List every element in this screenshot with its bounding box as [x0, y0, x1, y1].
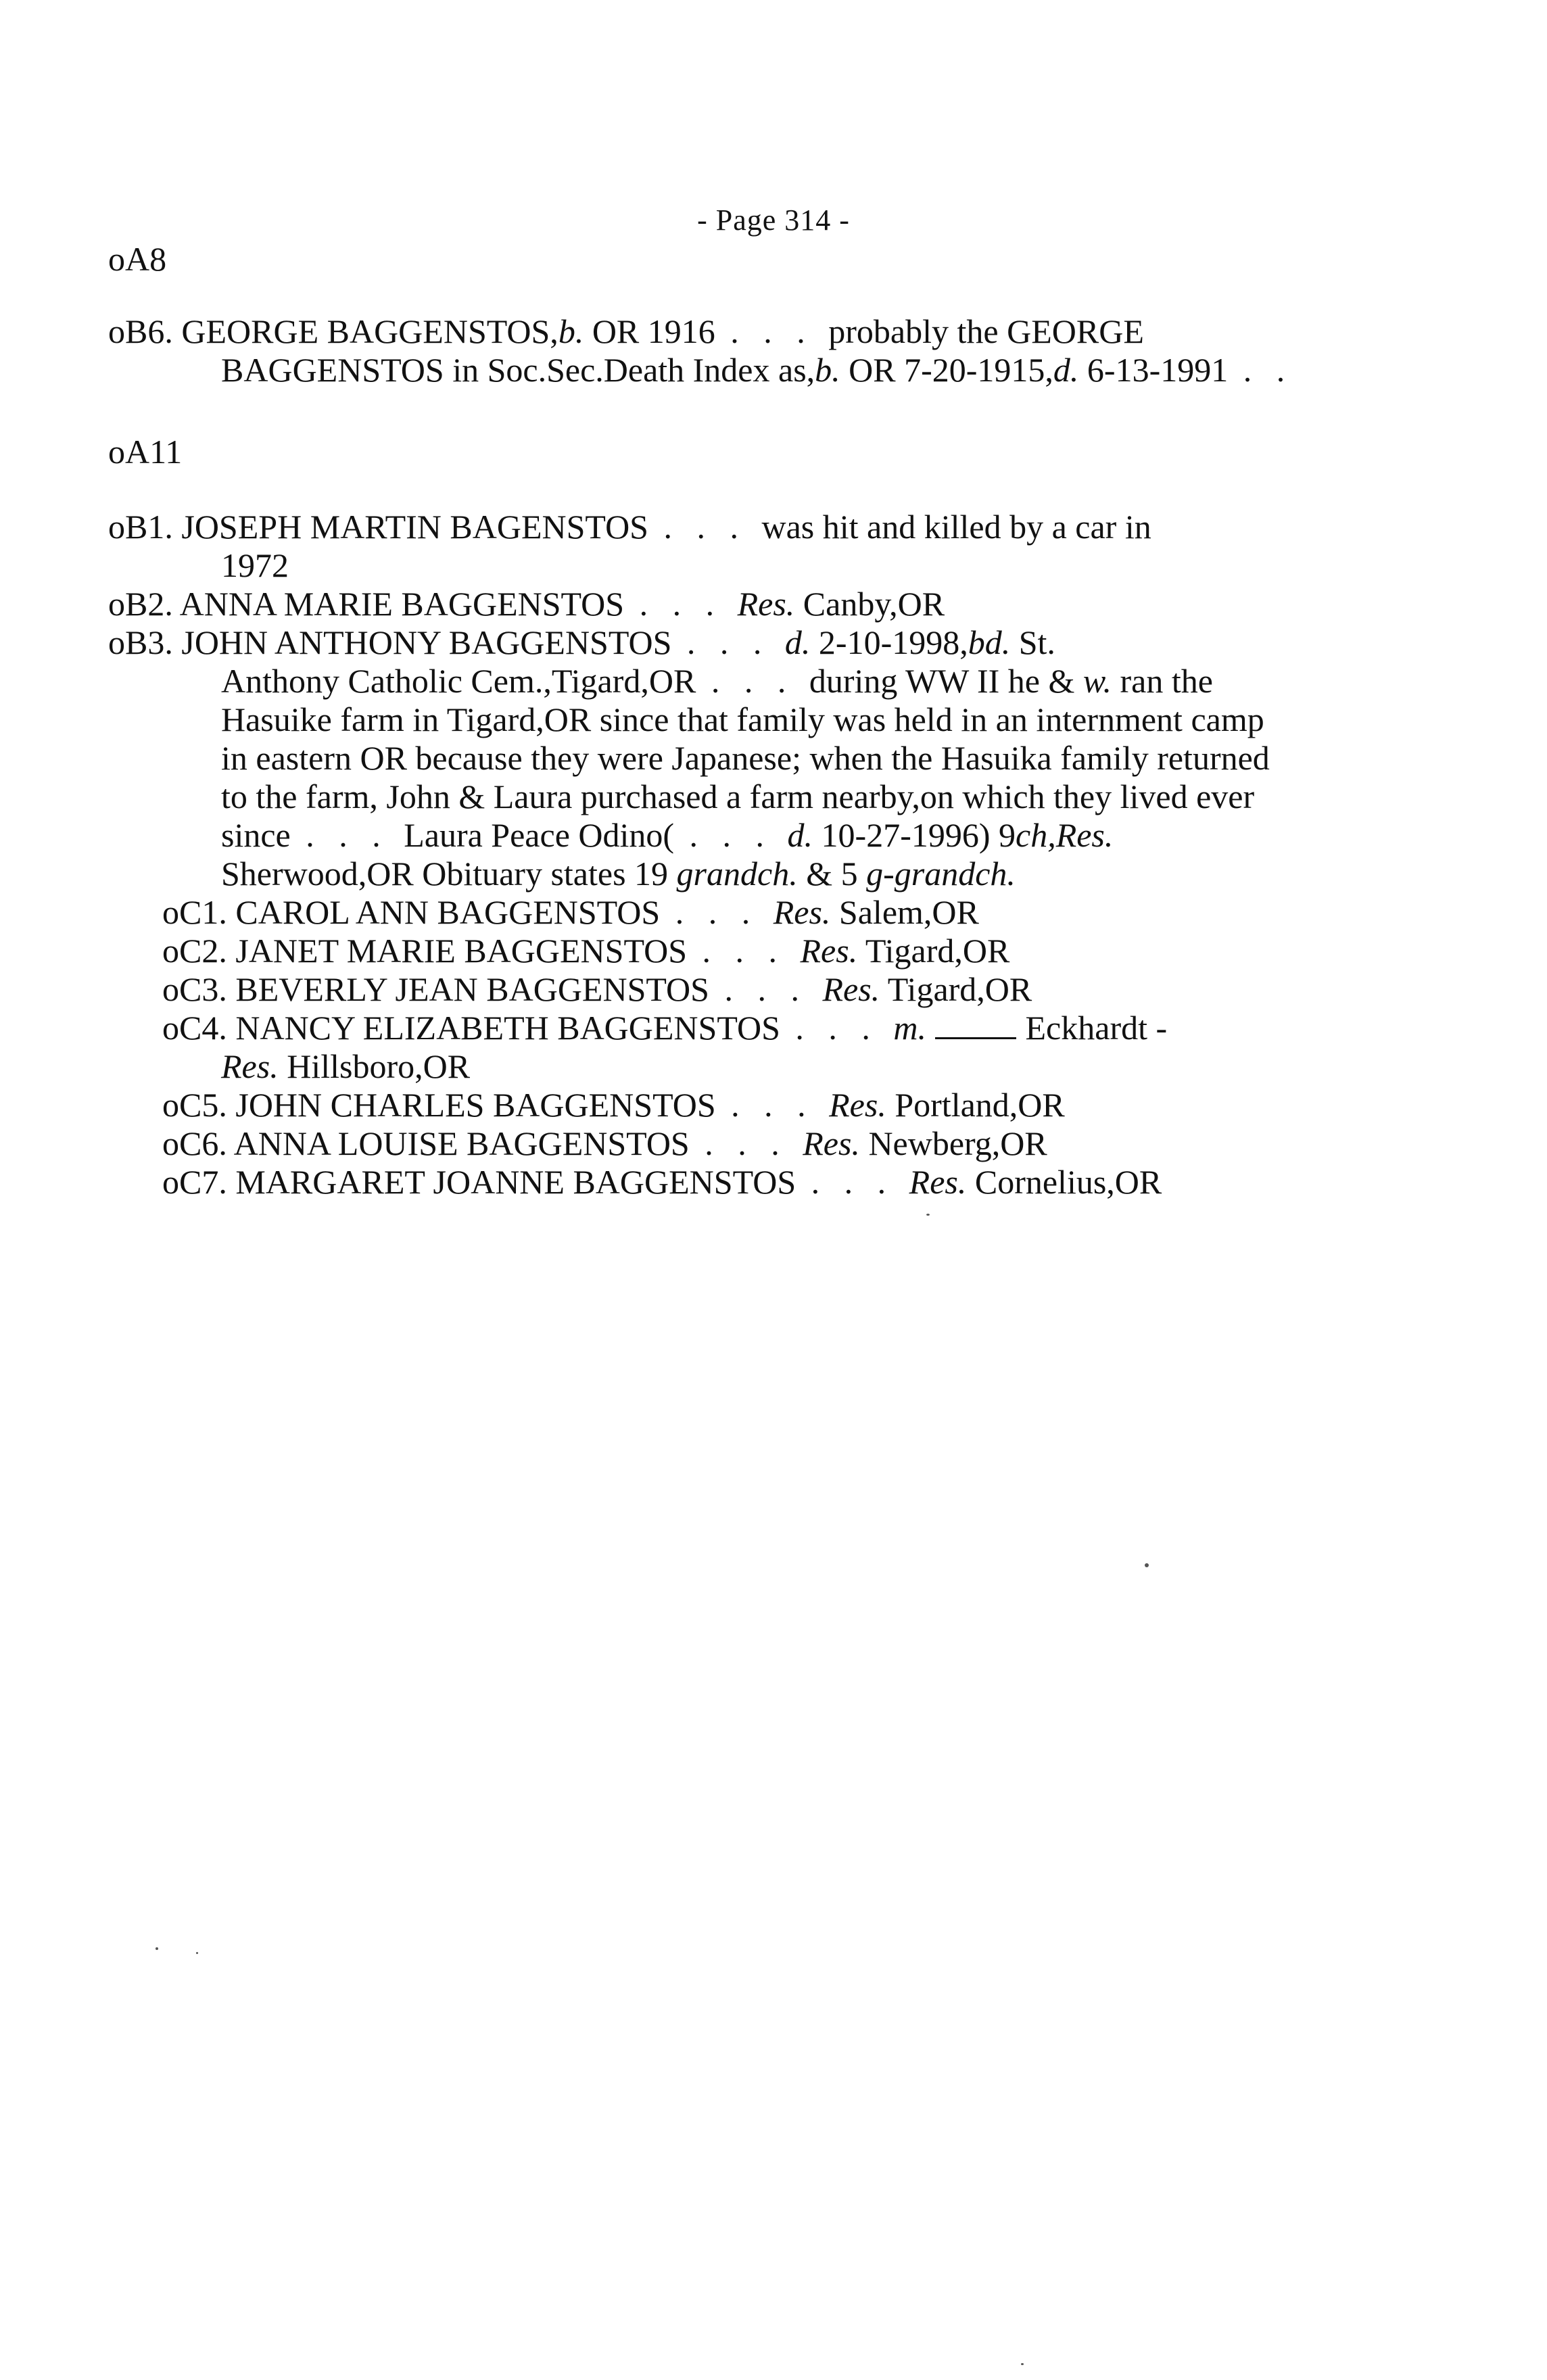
- entry-ob1-line2: 1972: [221, 546, 289, 584]
- entry-ob3-line1: oB3. JOHN ANTHONY BAGGENSTOS . . . d. 2-10-1998,bd. St.: [108, 623, 1055, 661]
- entry-name: ANNA LOUISE BAGGENSTOS: [233, 1124, 690, 1162]
- blank-line: [935, 1012, 1016, 1039]
- entry-ob6-line1: oB6. GEORGE BAGGENSTOS,b. OR 1916 . . . probably the GEORGE: [108, 312, 1144, 350]
- entry-name: ANNA MARIE BAGGENSTOS: [179, 585, 625, 623]
- child-entry-oc7: oC7. MARGARET JOANNE BAGGENSTOS . . . Res. Cornelius,OR: [162, 1163, 1162, 1201]
- entry-ob3-line7: Sherwood,OR Obituary states 19 grandch. & 5 g-grandch.: [221, 855, 1016, 892]
- child-entry-oc4-line2: Res. Hillsboro,OR: [221, 1047, 471, 1085]
- child-entry-oc2: oC2. JANET MARIE BAGGENSTOS . . . Res. Tigard,OR: [162, 932, 1010, 970]
- child-entry-oc1: oC1. CAROL ANN BAGGENSTOS . . . Res. Salem,OR: [162, 893, 979, 931]
- entry-ob3-line2: Anthony Catholic Cem.,Tigard,OR . . . during WW II he & w. ran the: [221, 662, 1213, 700]
- entry-ob3-line5: to the farm, John & Laura purchased a farm nearby,on which they lived ever: [221, 778, 1255, 815]
- child-entry-oc6: oC6. ANNA LOUISE BAGGENSTOS . . . Res. Newberg,OR: [162, 1124, 1047, 1162]
- entry-name: NANCY ELIZABETH BAGGENSTOS: [235, 1009, 780, 1047]
- entry-name: JOHN CHARLES BAGGENSTOS: [235, 1086, 716, 1124]
- entry-id: oB6.: [108, 312, 173, 350]
- entry-name: BEVERLY JEAN BAGGENSTOS: [235, 970, 709, 1008]
- page-number: - Page 314 -: [697, 204, 850, 237]
- entry-ob2: oB2. ANNA MARIE BAGGENSTOS . . . Res. Canby,OR: [108, 585, 945, 623]
- child-entry-oc3: oC3. BEVERLY JEAN BAGGENSTOS . . . Res. Tigard,OR: [162, 970, 1032, 1008]
- entry-ob3-line3: Hasuike farm in Tigard,OR since that family was held in an internment camp: [221, 700, 1264, 738]
- section-marker-oa11: oA11: [108, 433, 183, 471]
- entry-name: CAROL ANN BAGGENSTOS: [235, 893, 661, 931]
- entry-name: JANET MARIE BAGGENSTOS: [235, 932, 688, 970]
- entry-ob3-line4: in eastern OR because they were Japanese; when the Hasuika family returned: [221, 739, 1270, 777]
- entry-ob3-line6: since . . . Laura Peace Odino( . . . d. 10-27-1996) 9ch,Res.: [221, 816, 1114, 854]
- entry-ob6-line2: BAGGENSTOS in Soc.Sec.Death Index as,b. OR 7-20-1915,d. 6-13-1991 . .: [221, 351, 1293, 389]
- entry-name: MARGARET JOANNE BAGGENSTOS: [235, 1163, 796, 1201]
- entry-name: JOHN ANTHONY BAGGENSTOS: [181, 623, 672, 661]
- entry-name: GEORGE BAGGENSTOS,: [181, 312, 558, 350]
- entry-name: JOSEPH MARTIN BAGENSTOS: [181, 508, 648, 546]
- child-entry-oc5: oC5. JOHN CHARLES BAGGENSTOS . . . Res. Portland,OR: [162, 1086, 1065, 1124]
- child-entry-oc4-line1: oC4. NANCY ELIZABETH BAGGENSTOS . . . m. Eckhardt -: [162, 1009, 1168, 1047]
- section-marker-oa8: oA8: [108, 240, 167, 278]
- entry-ob1-line1: oB1. JOSEPH MARTIN BAGENSTOS . . . was hit and killed by a car in: [108, 508, 1151, 546]
